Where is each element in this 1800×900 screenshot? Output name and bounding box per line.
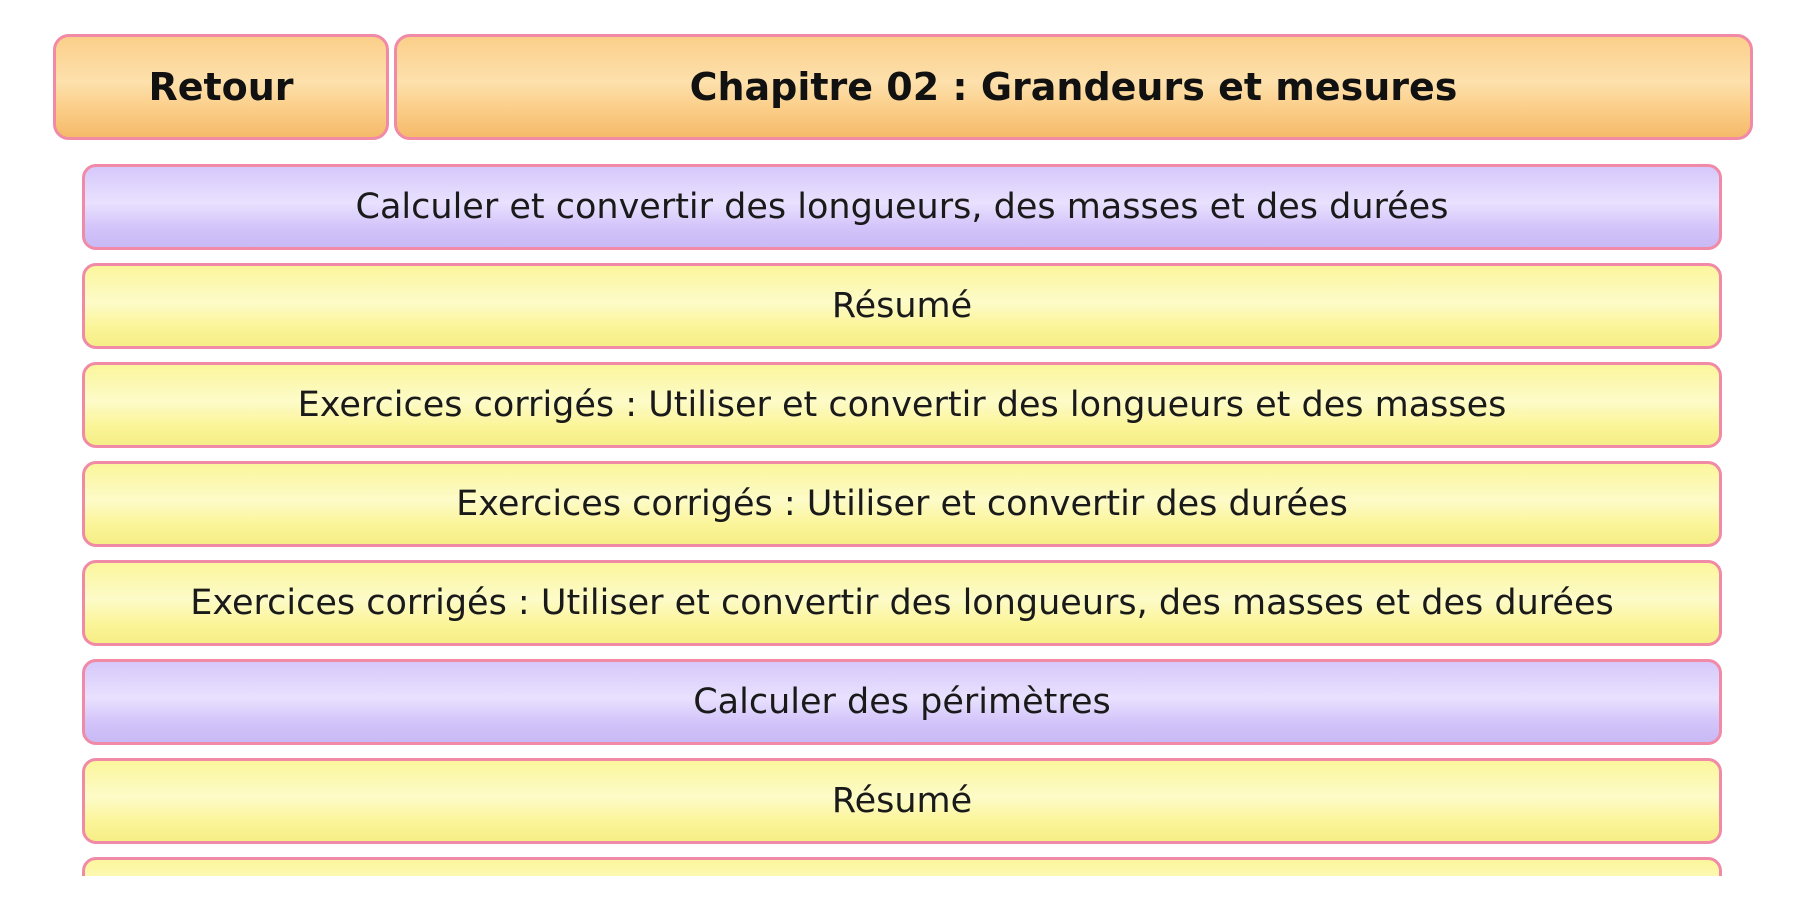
header-bar — [53, 34, 1753, 144]
list-item-exercises-lengths-masses[interactable]: Exercices corrigés : Utiliser et convertir des longueurs et des masses — [82, 362, 1722, 448]
list-item-resume-2[interactable]: Résumé — [82, 758, 1722, 844]
list-item-exercises-lengths-masses-durations[interactable]: Exercices corrigés : Utiliser et convertir des longueurs, des masses et des durées — [82, 560, 1722, 646]
back-button[interactable]: Retour — [53, 34, 389, 140]
section-header-lengths-masses-durations[interactable]: Calculer et convertir des longueurs, des masses et des durées — [82, 164, 1722, 250]
chapter-title: Chapitre 02 : Grandeurs et mesures — [394, 34, 1753, 140]
section-header-perimeters[interactable]: Calculer des périmètres — [82, 659, 1722, 745]
list-item-resume-1[interactable]: Résumé — [82, 263, 1722, 349]
list-item-exercises-durations[interactable]: Exercices corrigés : Utiliser et convertir des durées — [82, 461, 1722, 547]
list-item-partial[interactable] — [82, 857, 1722, 876]
lesson-list — [82, 164, 1722, 876]
